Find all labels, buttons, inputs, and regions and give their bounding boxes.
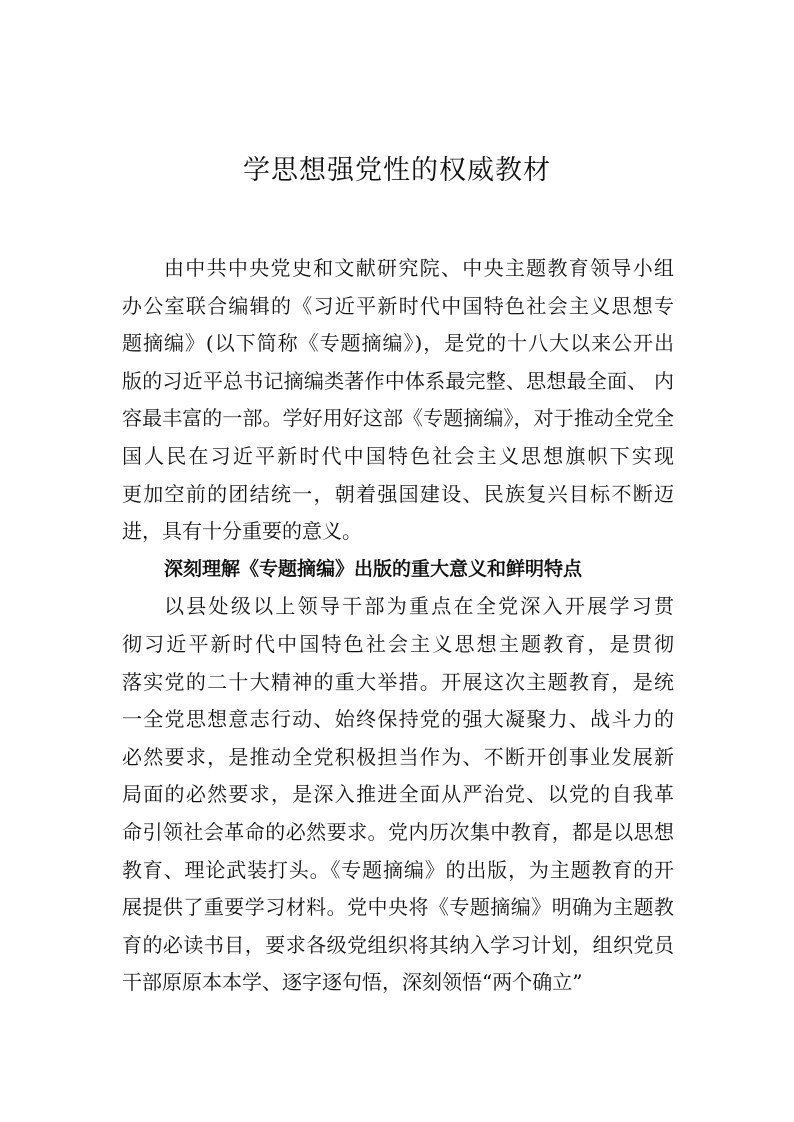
paragraph-line: 容最丰富的一部。学好用好这部《专题摘编》，对于推动全党全 <box>122 406 674 431</box>
paragraph-line: 局面的必然要求，是深入推进全面从严治党、以党的自我革 <box>122 782 674 807</box>
paragraph-line: 以县处级以上领导干部为重点在全党深入开展学习贯 <box>164 594 674 619</box>
paragraph-line: 教育、理论武装打头。《专题摘编》的出版，为主题教育的开 <box>122 857 674 882</box>
document-title: 学思想强党性的权威教材 <box>243 155 551 186</box>
paragraph-line: 干部原原本本学、逐字逐句悟，深刻领悟“两个确立” <box>122 970 583 995</box>
document-body <box>122 250 674 1002</box>
paragraph-line: 由中共中央党史和文献研究院、中央主题教育领导小组 <box>164 256 674 280</box>
section-heading: 深刻理解《专题摘编》出版的重大意义和鲜明特点 <box>164 557 583 580</box>
paragraph-line: 进，具有十分重要的意义。 <box>122 519 362 544</box>
paragraph-line: 版的习近平总书记摘编类著作中体系最完整、思想最全面、 内 <box>122 368 674 393</box>
paragraph-line: 更加空前的团结统一，朝着强国建设、民族复兴目标不断迈 <box>122 481 674 506</box>
paragraph-line: 育的必读书目，要求各级党组织将其纳入学习计划，组织党员 <box>122 932 674 957</box>
paragraph-line: 一全党思想意志行动、始终保持党的强大凝聚力、战斗力的 <box>122 707 674 732</box>
paragraph-line: 展提供了重要学习材料。党中央将《专题摘编》明确为主题教 <box>122 895 674 920</box>
paragraph-line: 彻习近平新时代中国特色社会主义思想主题教育，是贯彻 <box>122 631 674 656</box>
paragraph-line: 必然要求，是推动全党积极担当作为、不断开创事业发展新 <box>122 744 674 769</box>
paragraph-line: 题摘编》(以下简称《专题摘编》)，是党的十八大以来公开出 <box>122 331 674 356</box>
paragraph-line: 办公室联合编辑的《习近平新时代中国特色社会主义思想专 <box>122 293 674 318</box>
paragraph-line: 国人民在习近平新时代中国特色社会主义思想旗帜下实现 <box>122 443 674 468</box>
paragraph-line: 命引领社会革命的必然要求。党内历次集中教育，都是以思想 <box>122 819 674 844</box>
paragraph-line: 落实党的二十大精神的重大举措。开展这次主题教育，是统 <box>122 669 674 694</box>
